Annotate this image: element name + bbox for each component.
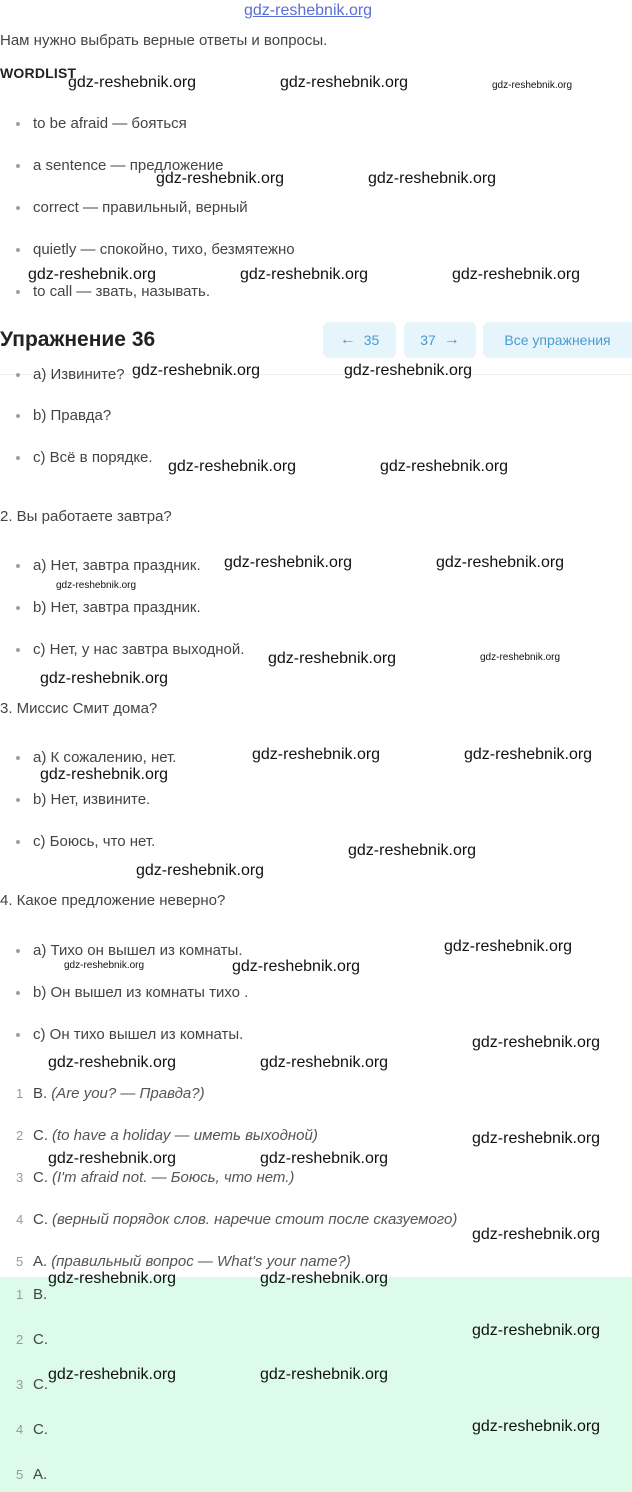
option-text: c) Всё в порядке. [33,449,153,466]
wordlist-item-text: quietly — спокойно, тихо, безмятежно [33,241,295,258]
watermark-text: gdz-reshebnik.org [48,1270,177,1287]
watermark-text: gdz-reshebnik.org [452,266,581,283]
bullet-icon [16,606,20,610]
prev-exercise-label: 35 [363,332,380,348]
wordlist-item-text: a sentence — предложение [33,157,224,174]
option-text: b) Правда? [33,407,112,424]
answer-letter: A. [33,1253,48,1270]
question-option [16,749,176,766]
answer-explanation: (I'm afraid not. — Боюсь, что нет.) [52,1169,295,1186]
watermark-text: gdz-reshebnik.org [240,266,369,283]
option-text: c) Он тихо вышел из комнаты. [33,1026,244,1043]
option-text: а) Извините? [33,366,125,383]
arrow-left-icon: ← [339,331,356,348]
watermark-text: gdz-reshebnik.org [480,652,561,663]
watermark-text: gdz-reshebnik.org [444,938,573,955]
watermark-text: gdz-reshebnik.org [472,1226,601,1243]
wordlist-item-text: to call — звать, называть. [33,283,211,300]
question-option [16,942,243,959]
final-answer-row [16,1466,51,1483]
answer-number: 1 [16,1287,24,1302]
wordlist-heading: WORDLIST [0,65,77,81]
watermark-text: gdz-reshebnik.org [344,362,473,379]
bullet-icon [16,206,20,210]
answer-row [16,1169,294,1186]
wordlist-item [16,241,295,258]
answer-number: 3 [16,1377,24,1392]
bullet-icon [16,991,20,995]
watermark-text: gdz-reshebnik.org [40,670,169,687]
question-option [16,557,201,574]
bullet-icon [16,164,20,168]
final-answer-row [16,1286,51,1303]
bullet-icon [16,840,20,844]
answer-number: 3 [16,1170,24,1185]
question-title: 3. Миссис Смит дома? [0,700,158,717]
answer-letter: B. [33,1286,48,1303]
answer-explanation: (Are you? — Правда?) [51,1085,205,1102]
answer-number: 2 [16,1332,24,1347]
final-answer-row [16,1376,52,1393]
wordlist-item-text: to be afraid — бояться [33,115,187,132]
watermark-text: gdz-reshebnik.org [64,960,145,971]
answer-letter: C. [33,1421,48,1438]
watermark-text: gdz-reshebnik.org [472,1034,601,1051]
wordlist-item [16,283,210,300]
option-text: а) Тихо он вышел из комнаты. [33,942,243,959]
wordlist-item [16,199,248,216]
bullet-icon [16,456,20,460]
answer-explanation: (правильный вопрос — What's your name?) [51,1253,351,1270]
watermark-text: gdz-reshebnik.org [464,746,593,763]
answer-letter: C. [33,1127,48,1144]
watermark-text: gdz-reshebnik.org [40,766,169,783]
watermark-text: gdz-reshebnik.org [232,958,361,975]
final-answers-panel [0,1277,632,1492]
option-text: а) Нет, завтра праздник. [33,557,201,574]
bullet-icon [16,290,20,294]
answer-row [16,1211,457,1228]
question-option [16,449,153,466]
option-text: c) Нет, у нас завтра выходной. [33,641,245,658]
watermark-text: gdz-reshebnik.org [132,362,261,379]
watermark-text: gdz-reshebnik.org [48,1366,177,1383]
option-text: c) Боюсь, что нет. [33,833,156,850]
answer-letter: C. [33,1211,48,1228]
answer-explanation: (верный порядок слов. наречие стоит после сказуемого) [52,1211,458,1228]
all-exercises-button[interactable] [483,322,632,358]
question-option [16,1026,243,1043]
watermark-text: gdz-reshebnik.org [436,554,565,571]
option-text: b) Нет, извините. [33,791,151,808]
question-option [16,599,201,616]
question-option [16,641,244,658]
watermark-text: gdz-reshebnik.org [168,458,297,475]
watermark-text: gdz-reshebnik.org [368,170,497,187]
question-option [16,366,125,383]
watermark-text: gdz-reshebnik.org [252,746,381,763]
answer-number: 2 [16,1128,24,1143]
answer-number: 5 [16,1254,24,1269]
question-option [16,984,248,1001]
watermark-text: gdz-reshebnik.org [56,580,137,591]
next-exercise-button[interactable] [404,322,476,358]
option-text: b) Нет, завтра праздник. [33,599,201,616]
answer-number: 4 [16,1422,24,1437]
watermark-text: gdz-reshebnik.org [472,1418,601,1435]
bullet-icon [16,798,20,802]
watermark-text: gdz-reshebnik.org [260,1150,389,1167]
watermark-text: gdz-reshebnik.org [136,862,265,879]
watermark-text: gdz-reshebnik.org [224,554,353,571]
all-exercises-label: Все упражнения [504,332,611,348]
watermark-text: gdz-reshebnik.org [48,1150,177,1167]
wordlist-item [16,115,187,132]
bullet-icon [16,648,20,652]
arrow-right-icon: → [443,331,460,348]
option-text: b) Он вышел из комнаты тихо . [33,984,249,1001]
watermark-text: gdz-reshebnik.org [492,80,573,91]
bullet-icon [16,949,20,953]
bullet-icon [16,756,20,760]
watermark-text: gdz-reshebnik.org [260,1366,389,1383]
bullet-icon [16,248,20,252]
watermark-text: gdz-reshebnik.org [280,74,409,91]
bullet-icon [16,1033,20,1037]
question-title: 4. Какое предложение неверно? [0,892,226,909]
answer-number: 1 [16,1086,24,1101]
watermark-text: gdz-reshebnik.org [260,1054,389,1071]
question-option [16,833,155,850]
watermark-text: gdz-reshebnik.org [348,842,477,859]
answer-letter: C. [33,1376,48,1393]
option-text: а) К сожалению, нет. [33,749,177,766]
question-option [16,407,111,424]
watermark-text: gdz-reshebnik.org [48,1054,177,1071]
bullet-icon [16,564,20,568]
watermark-text: gdz-reshebnik.org [268,650,397,667]
watermark-text: gdz-reshebnik.org [260,1270,389,1287]
next-exercise-label: 37 [420,332,436,348]
bullet-icon [16,414,20,418]
answer-explanation: (to have a holiday — иметь выходной) [52,1127,318,1144]
answer-letter: A. [33,1466,48,1483]
answer-letter: C. [33,1169,48,1186]
answer-number: 5 [16,1467,24,1482]
answer-letter: C. [33,1331,48,1348]
watermark-text: gdz-reshebnik.org [472,1322,601,1339]
answer-row [16,1085,205,1102]
answer-row [16,1127,318,1144]
question-title: 2. Вы работаете завтра? [0,508,172,525]
watermark-text: gdz-reshebnik.org [28,266,157,283]
watermark-link[interactable]: gdz-reshebnik.org [244,2,373,19]
final-answer-row [16,1421,52,1438]
wordlist-item-text: correct — правильный, верный [33,199,248,216]
watermark-text: gdz-reshebnik.org [380,458,509,475]
watermark-text: gdz-reshebnik.org [68,74,197,91]
answer-letter: B. [33,1085,48,1102]
exercise-title: Упражнение 36 [0,328,156,351]
final-answer-row [16,1331,52,1348]
watermark-text: gdz-reshebnik.org [472,1130,601,1147]
intro-text: Нам нужно выбрать верные ответы и вопросы. [0,32,328,49]
answer-row [16,1253,351,1270]
prev-exercise-button[interactable] [323,322,396,358]
question-option [16,791,150,808]
bullet-icon [16,122,20,126]
answer-number: 4 [16,1212,24,1227]
bullet-icon [16,373,20,377]
watermark-text: gdz-reshebnik.org [156,170,285,187]
